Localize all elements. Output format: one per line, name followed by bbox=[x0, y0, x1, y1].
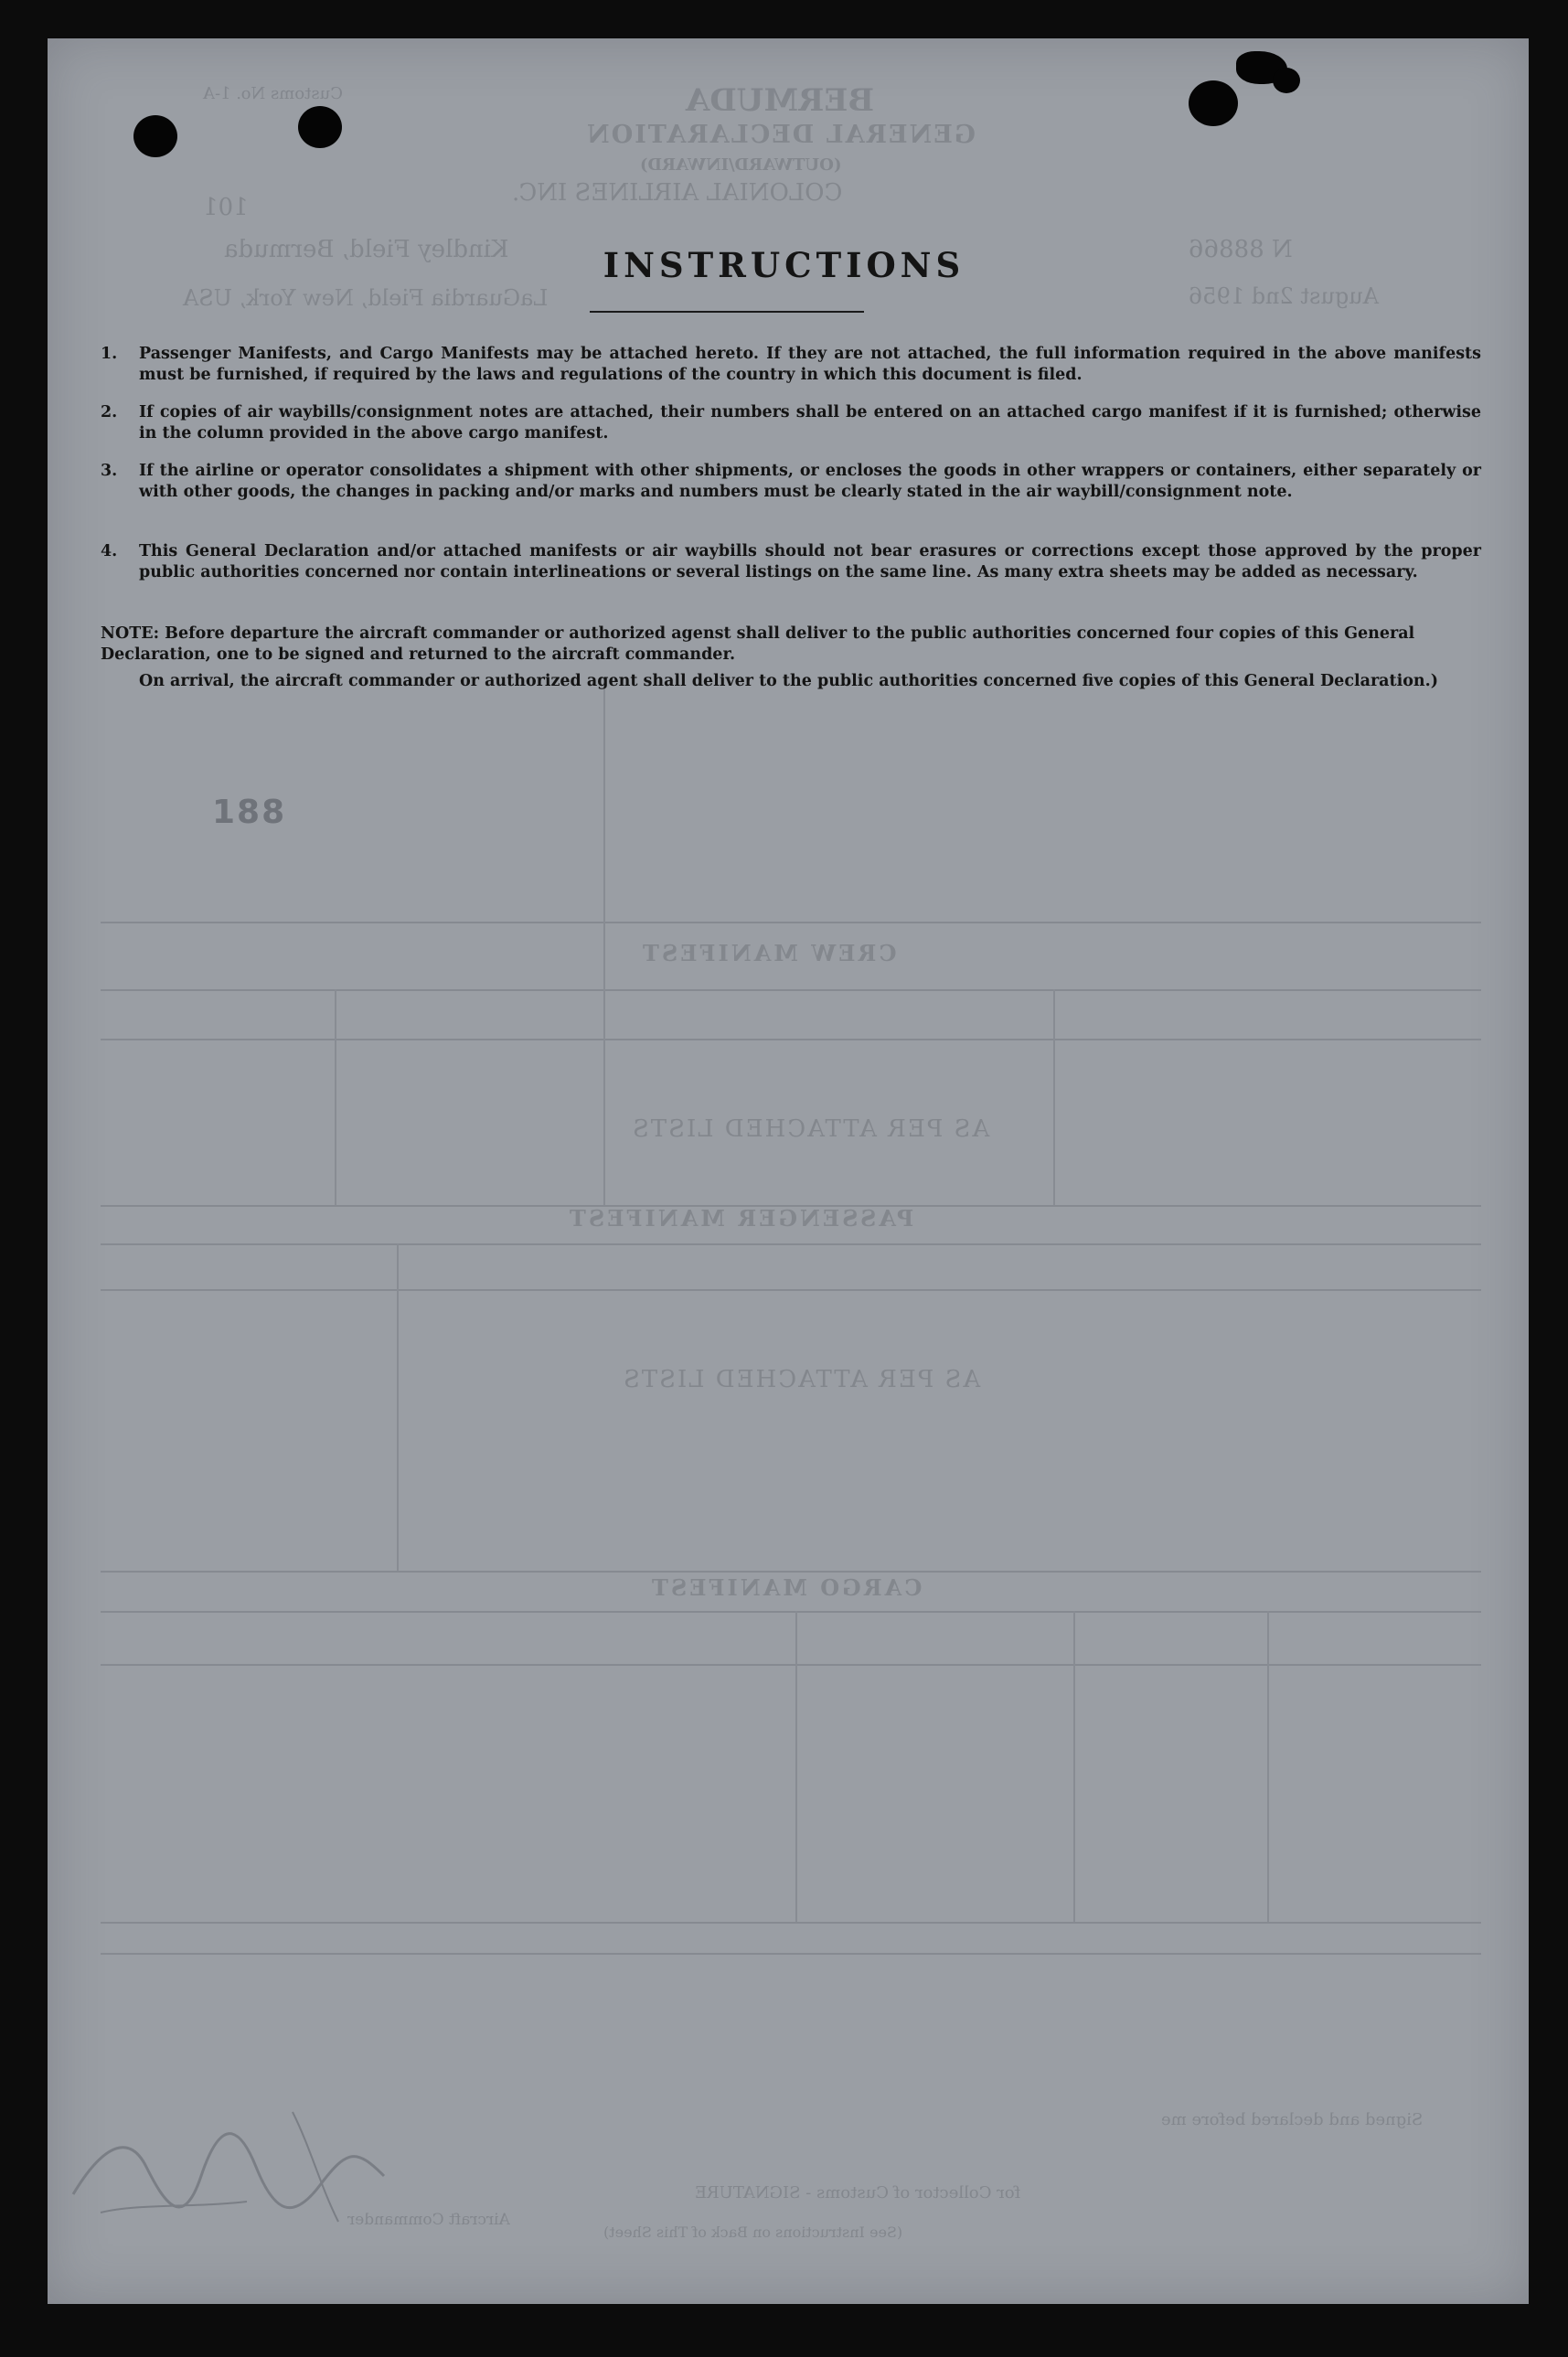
instruction-item-1 bbox=[101, 344, 1481, 386]
ghost-see-attached-1: AS PER ATTACHED LISTS bbox=[631, 1115, 990, 1143]
instructions-note bbox=[101, 624, 1481, 692]
ghost-form-title: GENERAL DECLARATION bbox=[585, 121, 976, 149]
ghost-date: August 2nd 1956 bbox=[1189, 283, 1379, 309]
ghost-collector: for Collector of Customs - SIGNATURE bbox=[695, 2183, 1021, 2202]
instruction-item-2 bbox=[101, 402, 1481, 444]
ghost-signature bbox=[64, 2094, 393, 2240]
punch-hole-right bbox=[1189, 80, 1238, 126]
instruction-number: 3. bbox=[101, 462, 118, 480]
ghost-line-cargo-bottom bbox=[101, 1922, 1481, 1924]
ghost-vline-5 bbox=[795, 1611, 797, 1922]
ghost-line-header bbox=[101, 922, 1481, 923]
instructions-title: INSTRUCTIONS bbox=[603, 245, 965, 285]
ghost-aircraft: N 88866 bbox=[1189, 236, 1293, 263]
ghost-passenger-manifest: PASSENGER MANIFEST bbox=[567, 1205, 914, 1232]
note-departure bbox=[101, 624, 1481, 666]
instruction-item-4 bbox=[101, 541, 1481, 583]
instruction-text: This General Declaration and/or attached manifests or air waybills should not bear erasures or corrections except those approved by the proper public authorities concerned nor contain interlineations or several listings on the same line. As many extra sheets may be added as necessary. bbox=[139, 542, 1481, 581]
ghost-instructions-footer: (See Instructions on Back of This Sheet) bbox=[603, 2224, 903, 2241]
instruction-number: 1. bbox=[101, 345, 118, 363]
punch-hole-right-tear-2 bbox=[1273, 68, 1300, 93]
ghost-place: Kindley Field, Bermuda bbox=[224, 236, 509, 263]
instruction-number: 2. bbox=[101, 403, 118, 421]
ghost-line-crew-top bbox=[101, 989, 1481, 991]
ghost-line-pass-bottom bbox=[101, 1571, 1481, 1573]
ghost-vline-1 bbox=[335, 989, 336, 1205]
ghost-cargo-manifest: CARGO MANIFEST bbox=[649, 1574, 923, 1601]
ghost-line-crew-header bbox=[101, 1039, 1481, 1040]
ghost-crew-manifest: CREW MANIFEST bbox=[640, 940, 897, 966]
note-label: NOTE: bbox=[101, 624, 160, 643]
ghost-line-cargo-top bbox=[101, 1611, 1481, 1613]
ghost-stamp-number: 188 bbox=[212, 794, 287, 831]
punch-hole-center bbox=[298, 106, 342, 148]
ghost-signature-label: Aircraft Commander bbox=[347, 2211, 510, 2229]
title-underline bbox=[590, 311, 864, 313]
ghost-signed-before: Signed and declared before me bbox=[1161, 2110, 1424, 2129]
ghost-vline-4 bbox=[397, 1243, 399, 1571]
ghost-arrival-place: LaGuardia Field, New York, USA bbox=[183, 285, 549, 311]
instruction-text: If copies of air waybills/consignment notes are attached, their numbers shall be entered on an attached cargo manifest if it is furnished; otherwise in the column provided in the above cargo manifest. bbox=[139, 403, 1481, 443]
ghost-line-pass-header bbox=[101, 1289, 1481, 1291]
instruction-number: 4. bbox=[101, 542, 118, 560]
ghost-country: BERMUDA bbox=[686, 82, 875, 119]
ghost-form-number: Customs No. 1-A bbox=[203, 84, 343, 103]
note-departure-text: Before departure the aircraft commander or authorized agenst shall deliver to the public authorities concerned four copies of this General Declaration, one to be signed and returned to the aircraft commander. bbox=[101, 624, 1415, 664]
ghost-line-pass-top bbox=[101, 1243, 1481, 1245]
punch-hole-left bbox=[133, 115, 177, 157]
ghost-vline-2 bbox=[603, 677, 605, 1205]
instruction-text: If the airline or operator consolidates a shipment with other shipments, or encloses the goods in other wrappers or containers, either separately or with other goods, the changes in packing and/or marks and numbers must be clearly stated in the air waybill/consignment note. bbox=[139, 462, 1481, 501]
ghost-vline-7 bbox=[1267, 1611, 1269, 1922]
ghost-flight-no: 101 bbox=[203, 194, 249, 221]
ghost-direction: (OUTWARD/INWARD) bbox=[640, 155, 842, 175]
ghost-vline-3 bbox=[1053, 989, 1055, 1205]
note-arrival-text: On arrival, the aircraft commander or authorized agent shall deliver to the public authorities concerned five copies of this General Declaration.) bbox=[139, 672, 1439, 690]
ghost-line-cargo-header bbox=[101, 1664, 1481, 1666]
ghost-operator: COLONIAL AIRLINES INC. bbox=[512, 179, 843, 207]
ghost-vline-6 bbox=[1073, 1611, 1075, 1922]
ghost-see-attached-2: AS PER ATTACHED LISTS bbox=[622, 1366, 981, 1393]
instruction-item-3 bbox=[101, 461, 1481, 503]
ghost-line-declaration bbox=[101, 1953, 1481, 1955]
instruction-text: Passenger Manifests, and Cargo Manifests may be attached hereto. If they are not attached, the full information required in the above manifests must be furnished, if required by the laws and regulations of the country in which this document is filed. bbox=[139, 345, 1481, 384]
